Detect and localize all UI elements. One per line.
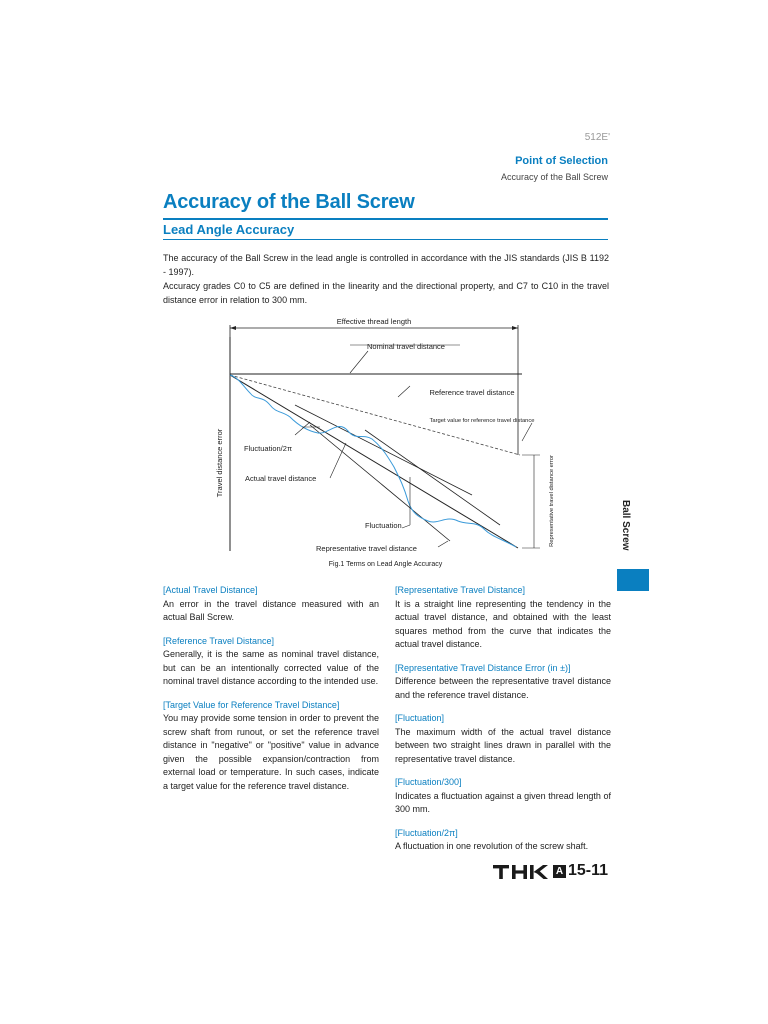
label-representative-travel-distance: Representative travel distance bbox=[316, 544, 417, 553]
term-fluctuation-2pi: [Fluctuation/2π] bbox=[395, 827, 458, 838]
desc-fluctuation-2pi: A fluctuation in one revolution of the screw shaft. bbox=[395, 841, 589, 851]
desc-fluctuation-300: Indicates a fluctuation against a given thread length of 300 mm. bbox=[395, 790, 611, 814]
term-fluctuation-300: [Fluctuation/300] bbox=[395, 777, 462, 787]
term-reference-travel: [Reference Travel Distance] bbox=[163, 635, 275, 646]
intro-paragraph-1: The accuracy of the Ball Screw in the lead angle is controlled in accordance with the JIS standards (JIS B 1192 - 1997). bbox=[163, 253, 609, 277]
desc-fluctuation: The maximum width of the actual travel distance between two straight lines drawn in parallel with the representative travel distance. bbox=[395, 726, 611, 764]
term-target-value: [Target Value for Reference Travel Distance] bbox=[163, 699, 340, 710]
section-subtitle: Accuracy of the Ball Screw bbox=[500, 172, 608, 182]
desc-target-value: You may provide some tension in order to prevent the screw shaft from runout, or set the reference travel distance in "negative" or "positive" value in advance given the possible expansion/contraction from external load or temperature. In such cases, indicate a target value for the reference travel distance. bbox=[163, 713, 379, 791]
label-target-value: Target value for reference travel distance bbox=[429, 418, 535, 424]
side-chapter-label: Ball Screw bbox=[620, 500, 631, 551]
reference-leader bbox=[398, 386, 410, 397]
label-representative-error: Representative travel distance error bbox=[549, 455, 555, 547]
label-fluctuation: Fluctuation bbox=[365, 521, 402, 530]
fluctuation-upper-line-2 bbox=[365, 430, 500, 525]
title-divider bbox=[163, 218, 608, 220]
desc-actual-travel: An error in the travel distance measured with an actual Ball Screw. bbox=[163, 598, 379, 622]
nominal-leader bbox=[350, 351, 368, 373]
figure-caption: Fig.1 Terms on Lead Angle Accuracy bbox=[328, 561, 443, 568]
subsection-title: Lead Angle Accuracy bbox=[163, 222, 295, 237]
label-effective-thread-length: Effective thread length bbox=[336, 317, 412, 326]
arrow-left-icon bbox=[230, 326, 236, 330]
term-representative-travel: [Representative Travel Distance] bbox=[395, 585, 526, 595]
label-fluctuation-2pi: Fluctuation/2π bbox=[244, 444, 293, 453]
target-leader bbox=[522, 423, 532, 441]
desc-representative-travel: It is a straight line representing the tendency in the actual travel distance, and obtained with the least squares method from the curve that indicates the actual travel distance. bbox=[395, 598, 611, 649]
page-title: Accuracy of the Ball Screw bbox=[163, 191, 415, 213]
term-actual-travel: [Actual Travel Distance] bbox=[163, 585, 258, 595]
thk-logo-icon bbox=[493, 864, 549, 880]
page-number: 15-11 bbox=[568, 862, 609, 879]
desc-representative-error: Difference between the representative travel distance and the reference travel distance. bbox=[395, 676, 611, 700]
page-prefix-badge: A bbox=[553, 865, 566, 878]
label-y-axis: Travel distance error bbox=[215, 428, 224, 498]
arrow-right-icon bbox=[512, 326, 518, 330]
label-reference-travel-distance: Reference travel distance bbox=[429, 388, 515, 397]
subsection-divider bbox=[163, 239, 608, 240]
definitions-left-column bbox=[163, 584, 379, 803]
side-chapter-tab bbox=[617, 569, 649, 591]
label-actual-travel-distance: Actual travel distance bbox=[245, 474, 317, 483]
document-code: 512E' bbox=[584, 132, 610, 143]
desc-reference-travel: Generally, it is the same as nominal travel distance, but can be an intentionally corrected value of the nominal travel distance according to the intended use. bbox=[163, 649, 379, 686]
label-nominal-travel-distance: Nominal travel distance bbox=[367, 342, 445, 351]
term-fluctuation: [Fluctuation] bbox=[395, 713, 445, 723]
lead-angle-diagram bbox=[210, 315, 570, 563]
term-representative-error: [Representative Travel Distance Error (in ±)] bbox=[395, 662, 571, 673]
section-title: Point of Selection bbox=[515, 155, 608, 167]
representative-leader bbox=[438, 541, 448, 547]
definitions-right-column bbox=[395, 584, 611, 864]
reference-travel-line bbox=[230, 375, 520, 455]
fluctuation-leader bbox=[402, 525, 410, 528]
intro-paragraph-2: Accuracy grades C0 to C5 are defined in the linearity and the directional property, and C7 to C10 in the travel distance error in relation to 300 mm. bbox=[163, 281, 609, 305]
